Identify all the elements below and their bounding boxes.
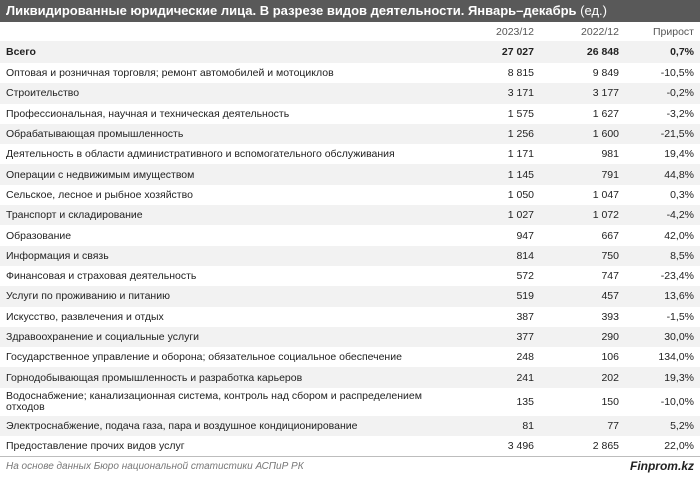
- activity-cell: Транспорт и складирование: [0, 205, 455, 225]
- growth-cell: 19,4%: [625, 144, 700, 164]
- value-2023-cell: 814: [455, 246, 540, 266]
- activity-cell: Искусство, развлечения и отдых: [0, 307, 455, 327]
- value-2022-cell: 3 177: [540, 83, 625, 103]
- activity-cell: Профессиональная, научная и техническая деятельность: [0, 104, 455, 124]
- growth-cell: -10,5%: [625, 63, 700, 83]
- activity-cell: Услуги по проживанию и питанию: [0, 286, 455, 306]
- brand-logo-text: Finprom.kz: [629, 459, 694, 473]
- value-2023-cell: 248: [455, 347, 540, 367]
- value-2022-cell: 2 865: [540, 436, 625, 456]
- activity-cell: Электроснабжение, подача газа, пара и воздушное кондиционирование: [0, 416, 455, 436]
- header-2023: 2023/12: [496, 25, 534, 38]
- total-row: [0, 41, 700, 63]
- value-2022-cell: 9 849: [540, 63, 625, 83]
- header-activity: [0, 22, 455, 41]
- growth-cell: 13,6%: [625, 286, 700, 306]
- value-2022-cell: 747: [540, 266, 625, 286]
- value-2023-cell: 8 815: [455, 63, 540, 83]
- table-row: [0, 246, 700, 266]
- table-row: [0, 63, 700, 83]
- value-2022-cell: 1 047: [540, 185, 625, 205]
- table-row: [0, 164, 700, 184]
- title-bar: [0, 0, 700, 22]
- value-2023-cell: 27 027: [455, 41, 540, 63]
- value-2023-cell: 377: [455, 327, 540, 347]
- value-2022-cell: 106: [540, 347, 625, 367]
- header-growth: Прирост: [653, 25, 694, 38]
- growth-cell: -1,5%: [625, 307, 700, 327]
- value-2022-cell: 77: [540, 416, 625, 436]
- table-row: [0, 205, 700, 225]
- activity-cell: Информация и связь: [0, 246, 455, 266]
- footer: [0, 456, 700, 477]
- value-2023-cell: 387: [455, 307, 540, 327]
- table-row: [0, 327, 700, 347]
- value-2022-cell: 1 600: [540, 124, 625, 144]
- growth-cell: 42,0%: [625, 225, 700, 245]
- value-2023-cell: 3 496: [455, 436, 540, 456]
- table-row: [0, 266, 700, 286]
- growth-cell: 30,0%: [625, 327, 700, 347]
- growth-cell: -4,2%: [625, 205, 700, 225]
- table-row: [0, 286, 700, 306]
- table-title: [6, 3, 607, 18]
- table-row: [0, 225, 700, 245]
- value-2023-cell: 3 171: [455, 83, 540, 103]
- value-2023-cell: 81: [455, 416, 540, 436]
- activity-cell: Водоснабжение; канализационная система, контроль над сбором и распределением отходов: [0, 388, 455, 416]
- activity-cell: Операции с недвижимым имуществом: [0, 164, 455, 184]
- growth-cell: -3,2%: [625, 104, 700, 124]
- growth-cell: 5,2%: [625, 416, 700, 436]
- activity-cell: Обрабатывающая промышленность: [0, 124, 455, 144]
- title-main: Ликвидированные юридические лица. В разрезе видов деятельности. Январь–декабрь: [6, 3, 577, 18]
- table-row: [0, 124, 700, 144]
- growth-cell: 134,0%: [625, 347, 700, 367]
- table-row: [0, 347, 700, 367]
- table-body: [0, 41, 700, 456]
- growth-cell: -0,2%: [625, 83, 700, 103]
- growth-cell: 44,8%: [625, 164, 700, 184]
- value-2023-cell: 572: [455, 266, 540, 286]
- value-2023-cell: 241: [455, 367, 540, 387]
- activity-cell: Предоставление прочих видов услуг: [0, 436, 455, 456]
- value-2022-cell: 290: [540, 327, 625, 347]
- title-unit: (ед.): [580, 3, 607, 18]
- table-row: [0, 367, 700, 387]
- value-2022-cell: 791: [540, 164, 625, 184]
- value-2022-cell: 1 072: [540, 205, 625, 225]
- source-note: На основе данных Бюро национальной статистики АСПиР РК: [6, 461, 304, 472]
- value-2022-cell: 1 627: [540, 104, 625, 124]
- value-2023-cell: 1 050: [455, 185, 540, 205]
- value-2022-cell: 667: [540, 225, 625, 245]
- activity-cell: Государственное управление и оборона; обязательное социальное обеспечение: [0, 347, 455, 367]
- growth-cell: 8,5%: [625, 246, 700, 266]
- growth-cell: -21,5%: [625, 124, 700, 144]
- activity-cell: Финансовая и страховая деятельность: [0, 266, 455, 286]
- table-row: [0, 144, 700, 164]
- activity-cell: Сельское, лесное и рыбное хозяйство: [0, 185, 455, 205]
- value-2022-cell: 750: [540, 246, 625, 266]
- table-row: [0, 436, 700, 456]
- value-2023-cell: 135: [455, 388, 540, 416]
- data-table: [0, 22, 700, 456]
- header-2022: 2022/12: [581, 25, 619, 38]
- value-2022-cell: 393: [540, 307, 625, 327]
- growth-cell: -10,0%: [625, 388, 700, 416]
- value-2023-cell: 519: [455, 286, 540, 306]
- value-2022-cell: 150: [540, 388, 625, 416]
- value-2022-cell: 202: [540, 367, 625, 387]
- activity-cell: Оптовая и розничная торговля; ремонт автомобилей и мотоциклов: [0, 63, 455, 83]
- value-2023-cell: 1 575: [455, 104, 540, 124]
- value-2023-cell: 1 256: [455, 124, 540, 144]
- table-row: [0, 307, 700, 327]
- growth-cell: 22,0%: [625, 436, 700, 456]
- growth-cell: -23,4%: [625, 266, 700, 286]
- table-row: [0, 388, 700, 416]
- value-2023-cell: 947: [455, 225, 540, 245]
- table-row: [0, 104, 700, 124]
- activity-cell: Образование: [0, 225, 455, 245]
- growth-cell: 19,3%: [625, 367, 700, 387]
- activity-cell: Горнодобывающая промышленность и разработка карьеров: [0, 367, 455, 387]
- activity-cell: Всего: [0, 41, 455, 63]
- activity-cell: Строительство: [0, 83, 455, 103]
- value-2023-cell: 1 027: [455, 205, 540, 225]
- value-2022-cell: 981: [540, 144, 625, 164]
- value-2022-cell: 26 848: [540, 41, 625, 63]
- activity-cell: Здравоохранение и социальные услуги: [0, 327, 455, 347]
- activity-cell: Деятельность в области административного и вспомогательного обслуживания: [0, 144, 455, 164]
- growth-cell: 0,3%: [625, 185, 700, 205]
- table-row: [0, 83, 700, 103]
- table-row: [0, 185, 700, 205]
- table-header-row: [0, 22, 700, 41]
- value-2023-cell: 1 145: [455, 164, 540, 184]
- value-2023-cell: 1 171: [455, 144, 540, 164]
- growth-cell: 0,7%: [625, 41, 700, 63]
- value-2022-cell: 457: [540, 286, 625, 306]
- table-row: [0, 416, 700, 436]
